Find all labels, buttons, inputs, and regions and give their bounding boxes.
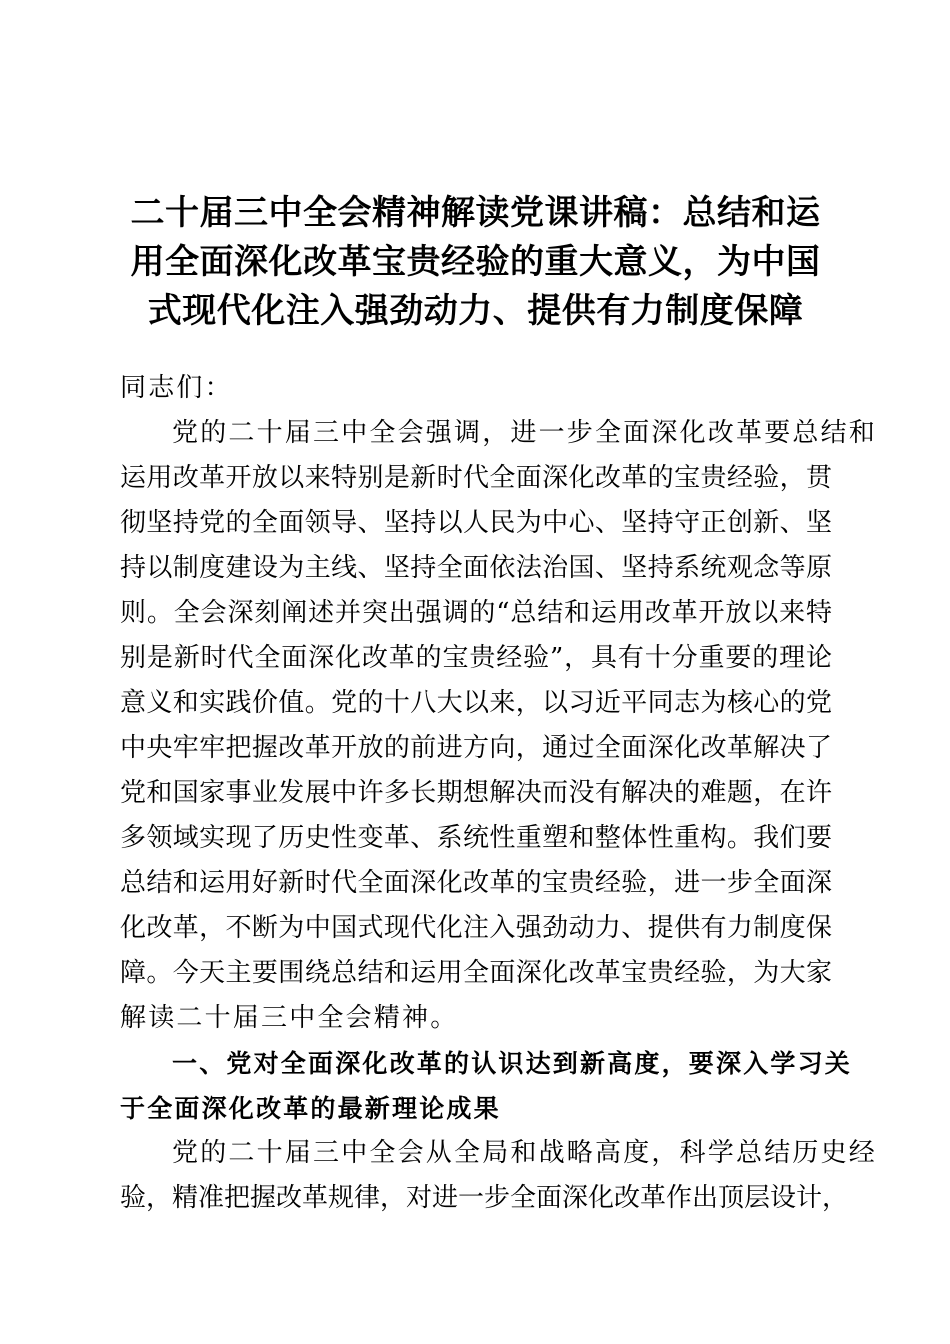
paragraph-line: 多领域实现了历史性变革、系统性重塑和整体性重构。我们要: [120, 823, 832, 853]
paragraph-line: 党和国家事业发展中许多长期想解决而没有解决的难题，在许: [120, 778, 832, 808]
paragraph-line: 解读二十届三中全会精神。: [120, 1003, 459, 1033]
paragraph-line: 障。今天主要围绕总结和运用全面深化改革宝贵经验，为大家: [120, 958, 832, 988]
paragraph-line: 化改革，不断为中国式现代化注入强劲动力、提供有力制度保: [120, 913, 832, 943]
title-line: 二十届三中全会精神解读党课讲稿：总结和运: [130, 193, 821, 233]
salutation: 同志们：: [120, 373, 233, 403]
paragraph-line: 则。全会深刻阐述并突出强调的“总结和运用改革开放以来特: [120, 598, 832, 628]
heading-line: 于全面深化改革的最新理论成果: [120, 1094, 501, 1123]
paragraph-line: 意义和实践价值。党的十八大以来，以习近平同志为核心的党: [120, 688, 832, 718]
paragraph-line: 验，精准把握改革规律，对进一步全面深化改革作出顶层设计，: [120, 1183, 849, 1213]
heading-line: 一、党对全面深化改革的认识达到新高度，要深入学习关: [172, 1049, 853, 1078]
paragraph-line: 党的二十届三中全会从全局和战略高度，科学总结历史经: [172, 1138, 878, 1168]
paragraph-line: 总结和运用好新时代全面深化改革的宝贵经验，进一步全面深: [120, 868, 832, 898]
paragraph-line: 持以制度建设为主线、坚持全面依法治国、坚持系统观念等原: [120, 553, 832, 583]
document-title: [118, 189, 833, 336]
section-heading-1: [120, 1041, 853, 1131]
paragraph-line: 党的二十届三中全会强调，进一步全面深化改革要总结和: [172, 418, 878, 448]
paragraph-section-1: [120, 1131, 878, 1221]
paragraph-line: 彻坚持党的全面领导、坚持以人民为中心、坚持守正创新、坚: [120, 508, 832, 538]
title-line: 用全面深化改革宝贵经验的重大意义，为中国: [130, 242, 821, 282]
paragraph-line: 中央牢牢把握改革开放的前进方向，通过全面深化改革解决了: [120, 733, 832, 763]
document-body: [120, 366, 878, 1221]
paragraph-line: 运用改革开放以来特别是新时代全面深化改革的宝贵经验，贯: [120, 463, 832, 493]
title-line: 式现代化注入强劲动力、提供有力制度保障: [147, 291, 804, 331]
paragraph-intro: [120, 411, 878, 1041]
paragraph-line: 别是新时代全面深化改革的宝贵经验”，具有十分重要的理论: [120, 643, 832, 673]
